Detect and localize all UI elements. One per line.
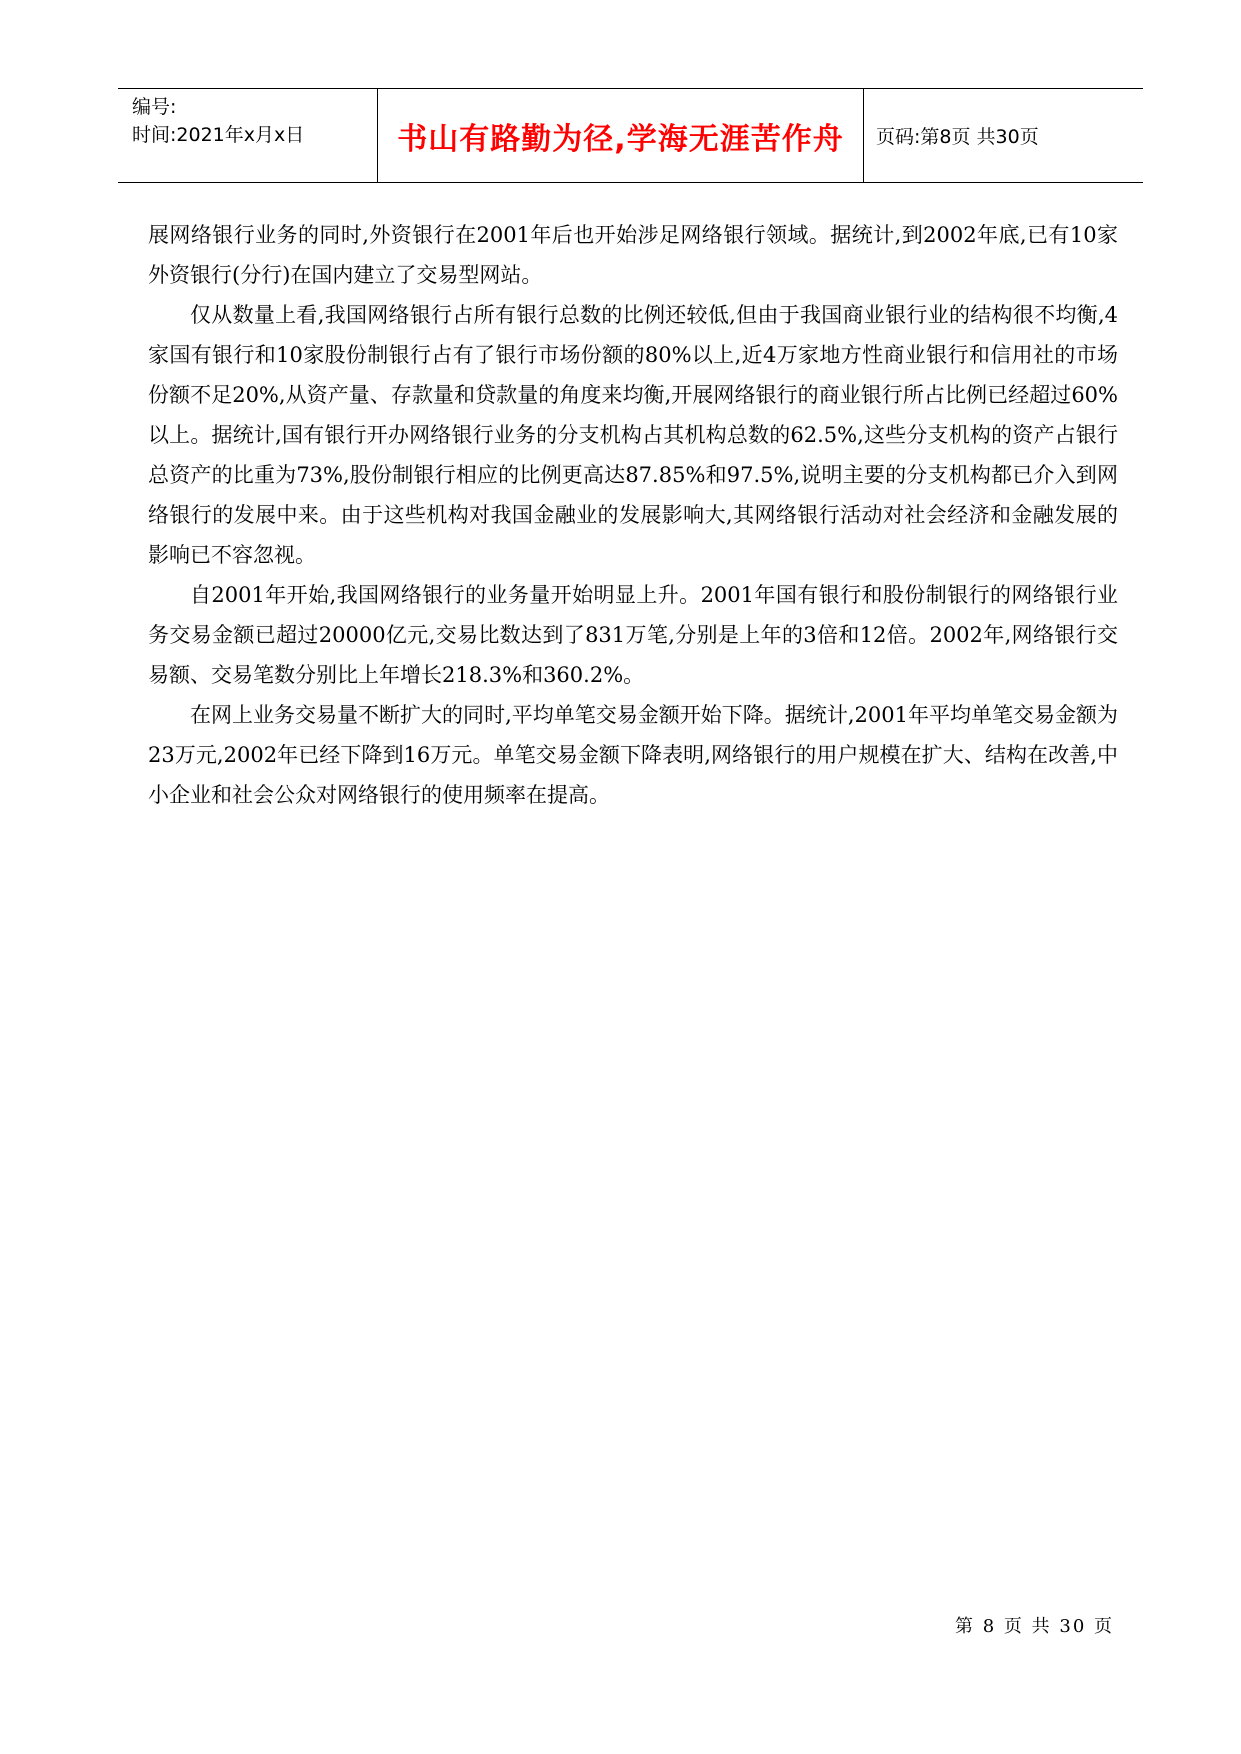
body-paragraph: 在网上业务交易量不断扩大的同时,平均单笔交易金额开始下降。据统计,2001年平均单笔交易金额为23万元,2002年已经下降到16万元。单笔交易金额下降表明,网络银行的用户规模在扩大、结构在改善,中小企业和社会公众对网络银行的使用频率在提高。: [148, 703, 1118, 807]
document-body: [148, 215, 1118, 815]
header-page-info: 页码:第8页 共30页: [876, 126, 1039, 148]
body-paragraph: 展网络银行业务的同时,外资银行在2001年后也开始涉足网络银行领域。据统计,到2002年底,已有10家外资银行(分行)在国内建立了交易型网站。: [148, 223, 1118, 287]
body-paragraph: 自2001年开始,我国网络银行的业务量开始明显上升。2001年国有银行和股份制银行的网络银行业务交易金额已超过20000亿元,交易比数达到了831万笔,分别是上年的3倍和12倍。2002年,网络银行交易额、交易笔数分别比上年增长218.3%和360.2%。: [148, 583, 1118, 687]
body-paragraph: 仅从数量上看,我国网络银行占所有银行总数的比例还较低,但由于我国商业银行业的结构很不均衡,4家国有银行和10家股份制银行占有了银行市场份额的80%以上,近4万家地方性商业银行和信用社的市场份额不足20%,从资产量、存款量和贷款量的角度来均衡,开展网络银行的商业银行所占比例已经超过60%以上。据统计,国有银行开办网络银行业务的分支机构占其机构总数的62.5%,这些分支机构的资产占银行总资产的比重为73%,股份制银行相应的比例更高达87.85%和97.5%,说明主要的分支机构都已介入到网络银行的发展中来。由于这些机构对我国金融业的发展影响大,其网络银行活动对社会经济和金融发展的影响已不容忽视。: [148, 303, 1118, 567]
header-motto: 书山有路勤为径,学海无涯苦作舟: [378, 89, 864, 182]
document-date: 时间:2021年x月x日: [132, 124, 305, 146]
document-number-label: 编号:: [132, 96, 177, 118]
page-header: [118, 88, 1143, 183]
header-meta: [118, 89, 378, 182]
page-footer: 第 8 页 共 30 页: [955, 1616, 1114, 1637]
